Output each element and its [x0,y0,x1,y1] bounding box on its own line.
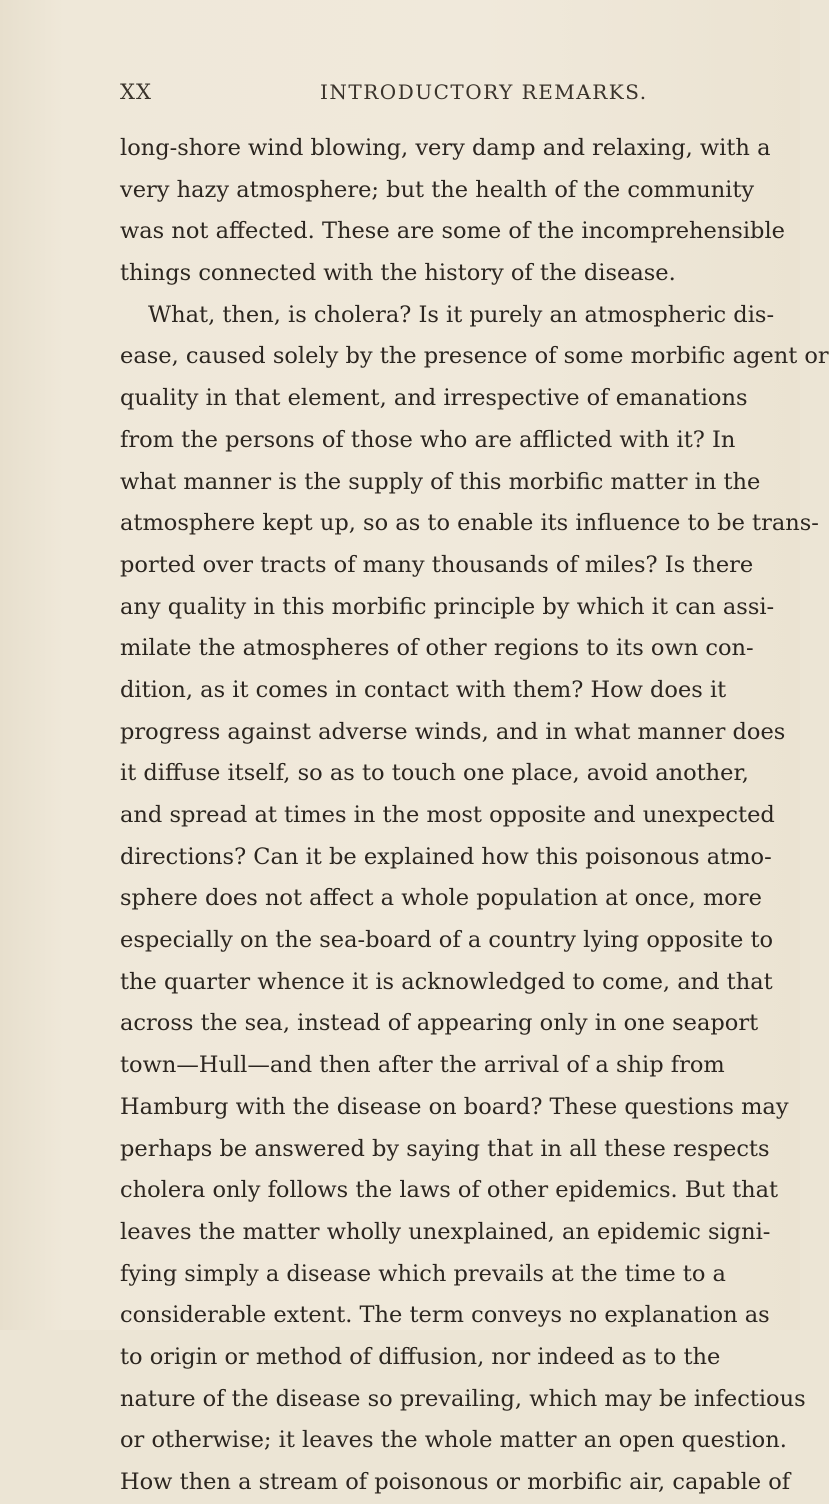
text-line: What, then, is cholera? Is it purely an atmospheric dis- [148,301,775,328]
text-line: especially on the sea-board of a country lying opposite to [120,927,774,954]
running-title: INTRODUCTORY REMARKS. [320,80,648,104]
body-text [120,128,829,1504]
text-line: atmosphere kept up, so as to enable its influence to be trans- [120,510,819,537]
text-line: the quarter whence it is acknowledged to come, and that [120,968,773,995]
text-line: to origin or method of diffusion, nor indeed as to the [120,1343,721,1370]
text-line: things connected with the history of the disease. [120,260,676,287]
text-line: dition, as it comes in contact with them? How does it [120,676,727,703]
text-line: was not affected. These are some of the incomprehensible [120,218,785,245]
text-line: what manner is the supply of this morbific matter in the [120,468,761,495]
text-line: it diffuse itself, so as to touch one place, avoid another, [120,760,749,787]
text-line: or otherwise; it leaves the whole matter an open question. [120,1427,787,1454]
text-line: progress against adverse winds, and in what manner does [120,718,786,745]
text-line: cholera only follows the laws of other epidemics. But that [120,1177,779,1204]
text-line: Hamburg with the disease on board? These questions may [120,1093,789,1120]
text-line: How then a stream of poisonous or morbific air, capable of [120,1469,791,1495]
text-line: ported over tracts of many thousands of miles? Is there [120,551,754,578]
text-line: nature of the disease so prevailing, which may be infectious [120,1385,806,1412]
text-line: very hazy atmosphere; but the health of the community [120,176,755,203]
text-line: long-shore wind blowing, very damp and relaxing, with a [120,135,771,161]
text-line: sphere does not affect a whole population at once, more [120,885,762,912]
text-line: considerable extent. The term conveys no explanation as [120,1302,770,1329]
text-line: fying simply a disease which prevails at the time to a [120,1260,726,1287]
text-line: ease, caused solely by the presence of some morbific agent or [120,343,829,370]
text-line: leaves the matter wholly unexplained, an epidemic signi- [120,1218,771,1245]
text-line: from the persons of those who are afflicted with it? In [120,426,736,453]
text-line: and spread at times in the most opposite and unexpected [120,802,775,828]
text-line: milate the atmospheres of other regions to its own con- [120,635,754,662]
text-line: across the sea, instead of appearing only in one seaport [120,1010,759,1037]
text-line: directions? Can it be explained how this poisonous atmo- [120,843,772,870]
text-line: any quality in this morbific principle by which it can assi- [120,593,775,620]
text-line: quality in that element, and irrespective of emanations [120,385,748,412]
page-header [120,80,680,120]
text-line: town—Hull—and then after the arrival of a ship from [120,1052,725,1079]
text-line: perhaps be answered by saying that in all these respects [120,1135,770,1162]
page-number: XX [120,80,152,104]
